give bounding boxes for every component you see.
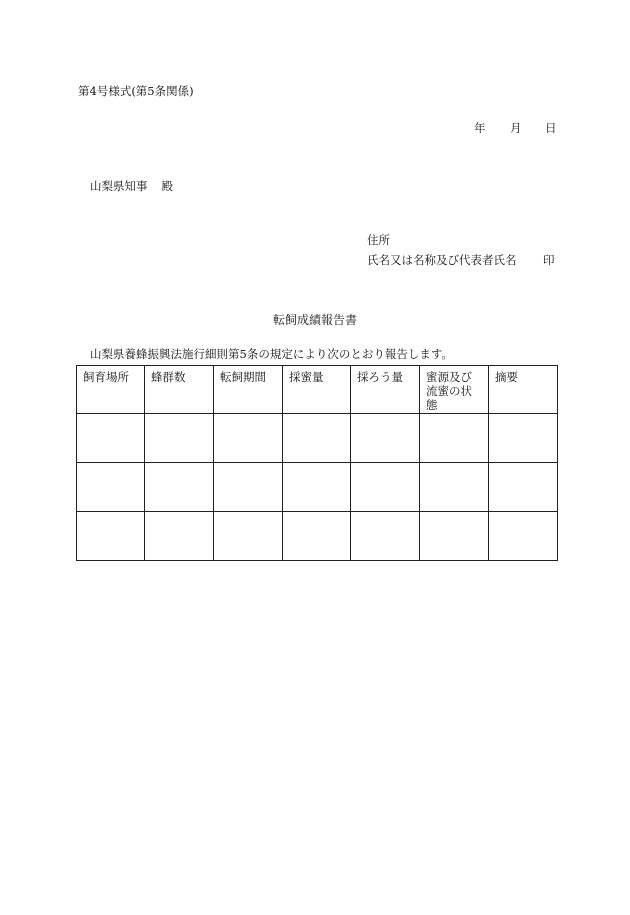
document-title: 転飼成績報告書 [272, 313, 357, 327]
table-cell [214, 463, 283, 512]
table-cell [351, 463, 420, 512]
table-cell [77, 414, 145, 463]
table-cell [489, 463, 558, 512]
header-breeding-location: 飼育場所 [77, 366, 145, 414]
table-row [77, 414, 558, 463]
date-day-label: 日 [545, 121, 557, 135]
table-cell [145, 414, 214, 463]
table-cell [283, 463, 351, 512]
table-cell [420, 463, 489, 512]
table-cell [214, 512, 283, 561]
table-header-row [77, 366, 558, 414]
name-label: 氏名又は名称及び代表者氏名 [367, 253, 517, 267]
table-cell [489, 512, 558, 561]
table-cell [145, 463, 214, 512]
header-nectar-source: 蜜源及び流蜜の状態 [420, 366, 489, 414]
table-cell [420, 414, 489, 463]
table-cell [283, 414, 351, 463]
table-cell [420, 512, 489, 561]
header-colony-count: 蜂群数 [145, 366, 214, 414]
date-line [470, 123, 560, 137]
addressee [90, 181, 173, 193]
table-cell [489, 414, 558, 463]
table-cell [145, 512, 214, 561]
seal-mark: 印 [543, 253, 555, 267]
table-cell [283, 512, 351, 561]
table-cell [77, 463, 145, 512]
header-honey-yield: 採蜜量 [283, 366, 351, 414]
table-cell [351, 414, 420, 463]
addressee-name: 山梨県知事 [90, 179, 148, 193]
date-month-label: 月 [510, 121, 522, 135]
header-wax-yield: 採ろう量 [351, 366, 420, 414]
intro-text: 山梨県養蜂振興法施行細則第5条の規定により次のとおり報告します。 [90, 347, 453, 361]
table-row [77, 512, 558, 561]
table-cell [77, 512, 145, 561]
table-cell [214, 414, 283, 463]
table-row [77, 463, 558, 512]
report-table [76, 365, 558, 561]
table-cell [351, 512, 420, 561]
date-year-label: 年 [474, 121, 486, 135]
header-remarks: 摘要 [489, 366, 558, 414]
form-number: 第4号様式(第5条関係) [78, 84, 194, 98]
address-label: 住所 [367, 233, 390, 247]
addressee-honorific: 殿 [161, 179, 173, 193]
header-migration-period: 転飼期間 [214, 366, 283, 414]
